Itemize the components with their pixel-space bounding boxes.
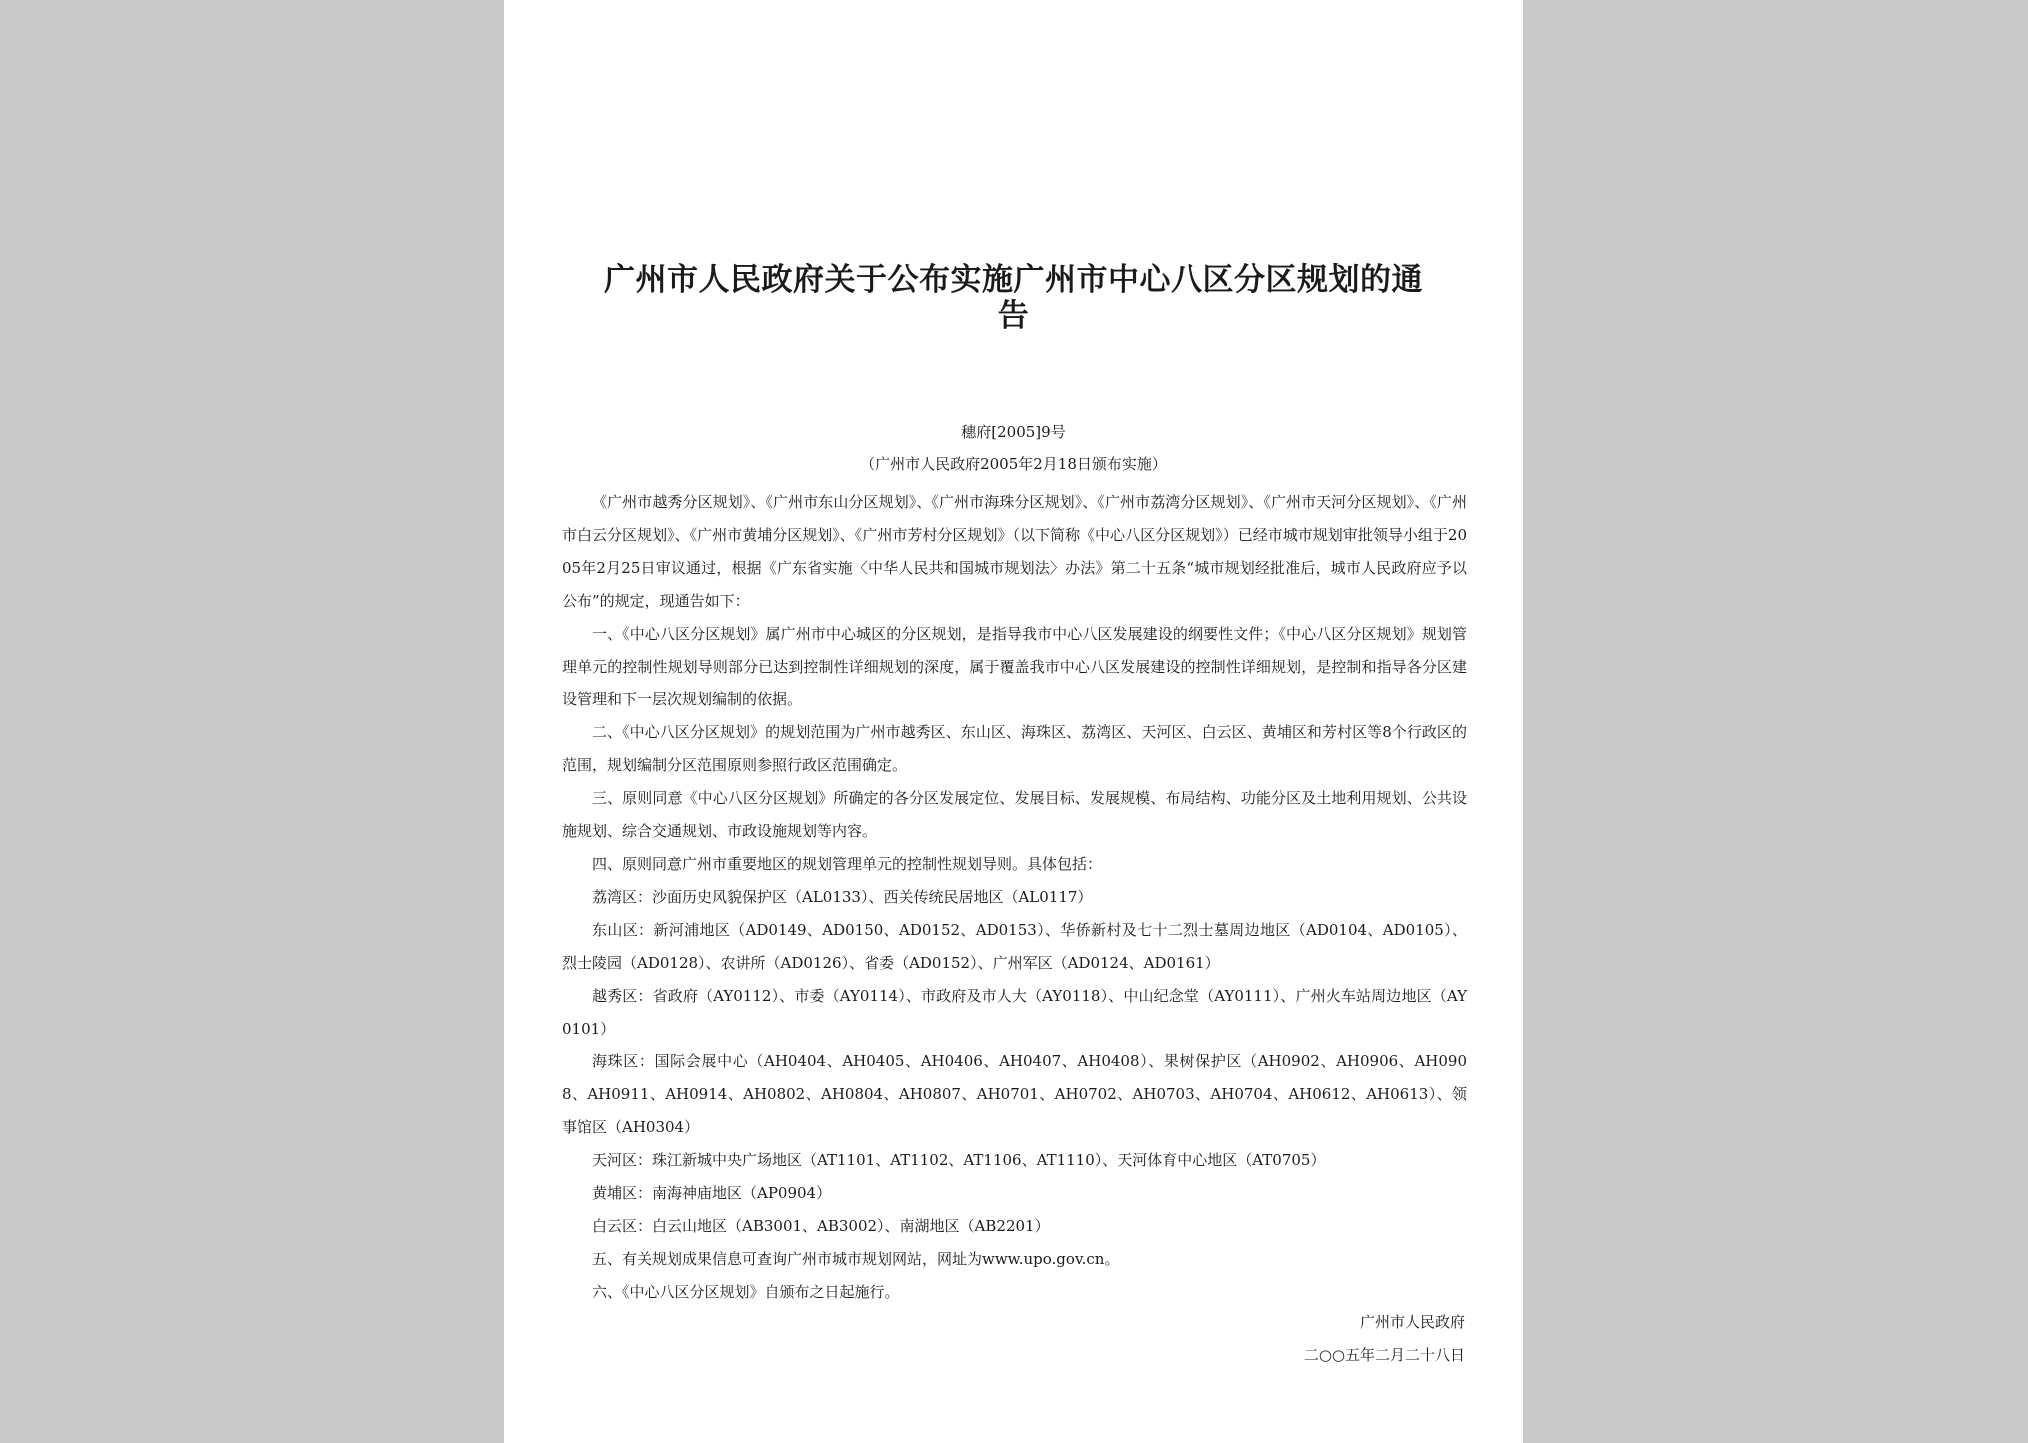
paragraph-1: 一、《中心八区分区规划》属广州市中心城区的分区规划，是指导我市中心八区发展建设的纲要性文件；《中心八区分区规划》规划管理单元的控制性规划导则部分已达到控制性详细规划的深度，属于覆盖我市中心八区发展建设的控制性详细规划，是控制和指导各分区建设管理和下一层次规划编制的依据。 — [562, 624, 1467, 709]
document-title: 广州市人民政府关于公布实施广州市中心八区分区规划的通告 — [604, 262, 1423, 334]
district-huangpu: 黄埔区：南海神庙地区（AP0904） — [592, 1184, 832, 1203]
district-haizhu: 海珠区：国际会展中心（AH0404、AH0405、AH0406、AH0407、AH0408）、果树保护区（AH0902、AH0906、AH0908、AH0911、AH0914、AH0802、AH0804、AH0807、AH0701、AH0702、AH0703、AH0704、AH0612、AH0613）、领事馆区（AH0304） — [562, 1052, 1467, 1137]
district-liwan: 荔湾区：沙面历史风貌保护区（AL0133）、西关传统民居地区（AL0117） — [592, 887, 1093, 906]
district-yuexiu: 越秀区：省政府（AY0112）、市委（AY0114）、市政府及市人大（AY0118）、中山纪念堂（AY0111）、广州火车站周边地区（AY0101） — [562, 986, 1467, 1038]
paragraph-2: 二、《中心八区分区规划》的规划范围为广州市越秀区、东山区、海珠区、荔湾区、天河区、白云区、黄埔区和芳村区等8个行政区的范围，规划编制分区范围原则参照行政区范围确定。 — [562, 723, 1467, 775]
document-page — [504, 0, 1523, 1443]
paragraph-6: 六、《中心八区分区规划》自颁布之日起施行。 — [592, 1282, 900, 1301]
district-dongshan: 东山区：新河浦地区（AD0149、AD0150、AD0152、AD0153）、华侨新村及七十二烈士墓周边地区（AD0104、AD0105）、烈士陵园（AD0128）、农讲所（AD0126）、省委（AD0152）、广州军区（AD0124、AD0161） — [562, 920, 1467, 972]
signature-date: 二○○五年二月二十八日 — [1303, 1346, 1465, 1364]
paragraph-5: 五、有关规划成果信息可查询广州市城市规划网站，网址为www.upo.gov.cn。 — [592, 1249, 1120, 1268]
paragraph-3: 三、原则同意《中心八区分区规划》所确定的各分区发展定位、发展目标、发展规模、布局结构、功能分区及土地利用规划、公共设施规划、综合交通规划、市政设施规划等内容。 — [562, 789, 1467, 841]
signature: 广州市人民政府 — [1359, 1313, 1465, 1331]
document-body — [562, 486, 1467, 1309]
paragraph-4: 四、原则同意广州市重要地区的规划管理单元的控制性规划导则。具体包括： — [592, 854, 1103, 873]
paragraph-intro: 《广州市越秀分区规划》、《广州市东山分区规划》、《广州市海珠分区规划》、《广州市荔湾分区规划》、《广州市天河分区规划》、《广州市白云分区规划》、《广州市黄埔分区规划》、《广州市芳村分区规划》（以下简称《中心八区分区规划》）已经市城市规划审批领导小组于2005年2月25日审议通过，根据《广东省实施〈中华人民共和国城市规划法〉办法》第二十五条“城市规划经批准后，城市人民政府应予以公布”的规定，现通告如下： — [562, 493, 1467, 610]
issued-note: （广州市人民政府2005年2月18日颁布实施） — [860, 455, 1167, 473]
document-number: 穗府[2005]9号 — [961, 423, 1066, 441]
district-tianhe: 天河区：珠江新城中央广场地区（AT1101、AT1102、AT1106、AT1110）、天河体育中心地区（AT0705） — [592, 1151, 1326, 1170]
district-baiyun: 白云区：白云山地区（AB3001、AB3002）、南湖地区（AB2201） — [592, 1216, 1050, 1235]
